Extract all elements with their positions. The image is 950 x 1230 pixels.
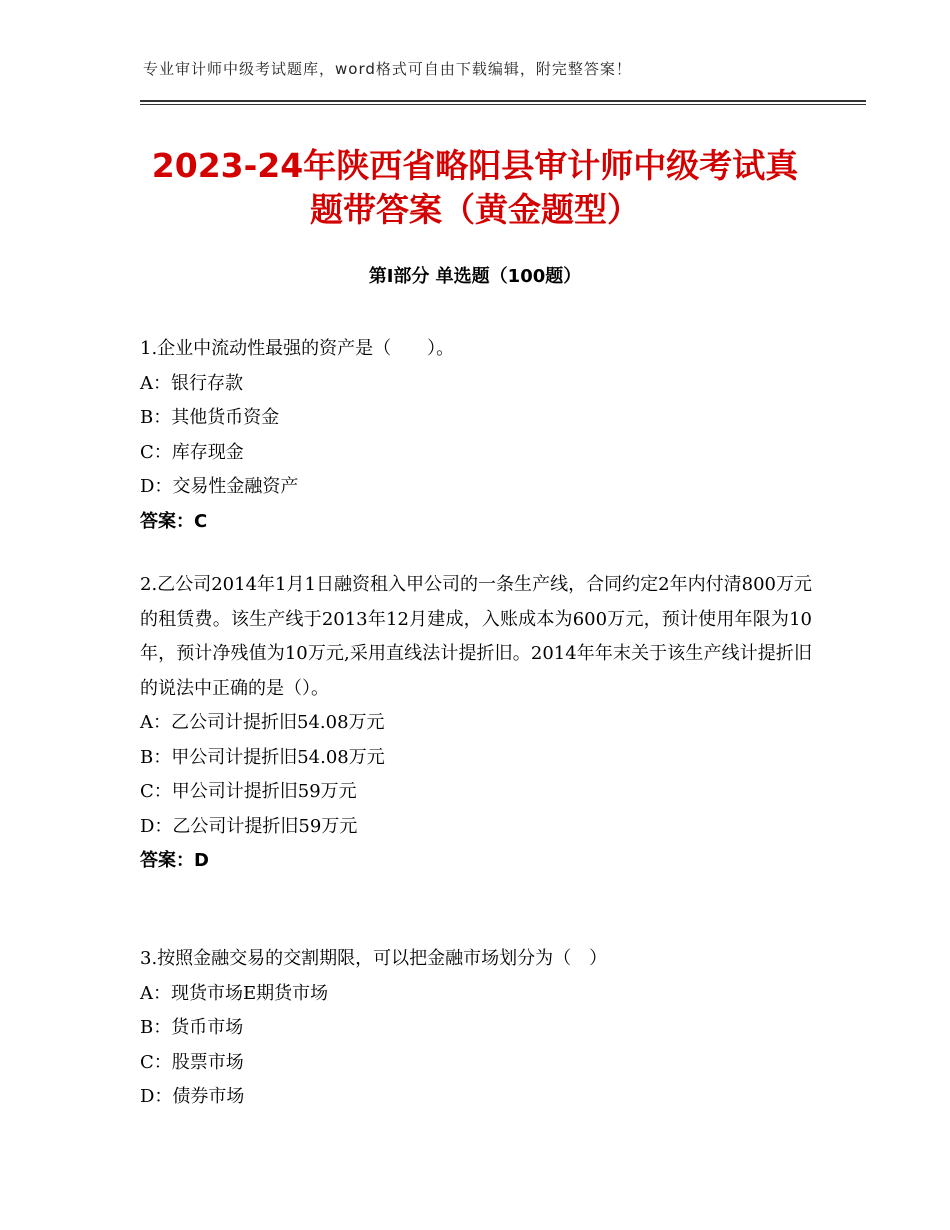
option-c: C：甲公司计提折旧59万元 bbox=[140, 781, 357, 802]
option-d: D：交易性金融资产 bbox=[140, 476, 299, 497]
option-c: C：库存现金 bbox=[140, 441, 244, 463]
answer-line: 答案：D bbox=[140, 850, 209, 871]
question-stem: 2.乙公司2014年1月1日融资租入甲公司的一条生产线，合同约定2年内付清800万元的租赁费。该生产线于2013年12月建成，入账成本为600万元，预计使用年限为10年，预计净残值为10万元,采用直线法计提折旧。2014年年末关于该生产线计提折旧的说法中正确的是（）。 bbox=[140, 574, 812, 699]
header-divider-thin bbox=[140, 104, 866, 105]
option-d: D：乙公司计提折旧59万元 bbox=[140, 815, 358, 837]
answer-line: 答案：C bbox=[140, 510, 208, 532]
document-title bbox=[120, 144, 830, 232]
option-d: D：债券市场 bbox=[140, 1086, 245, 1107]
question-1 bbox=[140, 332, 812, 539]
document-title-line-2: 题带答案（黄金题型） bbox=[310, 190, 640, 229]
page-header-text: 专业审计师中级考试题库，word格式可自由下载编辑，附完整答案！ bbox=[143, 60, 632, 78]
section-heading: 第Ⅰ部分 单选题（100题） bbox=[368, 266, 582, 287]
question-stem: 1.企业中流动性最强的资产是（ ）。 bbox=[140, 338, 455, 359]
option-a: A：银行存款 bbox=[140, 372, 243, 394]
option-b: B：其他货币资金 bbox=[140, 407, 280, 428]
question-2 bbox=[140, 568, 812, 879]
option-a: A：乙公司计提折旧54.08万元 bbox=[140, 712, 385, 733]
question-stem: 3.按照金融交易的交割期限，可以把金融市场划分为（ ） bbox=[140, 948, 608, 969]
question-3 bbox=[140, 942, 812, 1115]
option-b: B：甲公司计提折旧54.08万元 bbox=[140, 746, 385, 768]
option-a: A：现货市场E期货市场 bbox=[140, 982, 329, 1004]
option-b: B：货币市场 bbox=[140, 1017, 244, 1038]
option-c: C：股票市场 bbox=[140, 1051, 244, 1073]
header-divider bbox=[140, 100, 866, 102]
document-title-line-1: 2023-24年陕西省略阳县审计师中级考试真 bbox=[151, 146, 799, 185]
